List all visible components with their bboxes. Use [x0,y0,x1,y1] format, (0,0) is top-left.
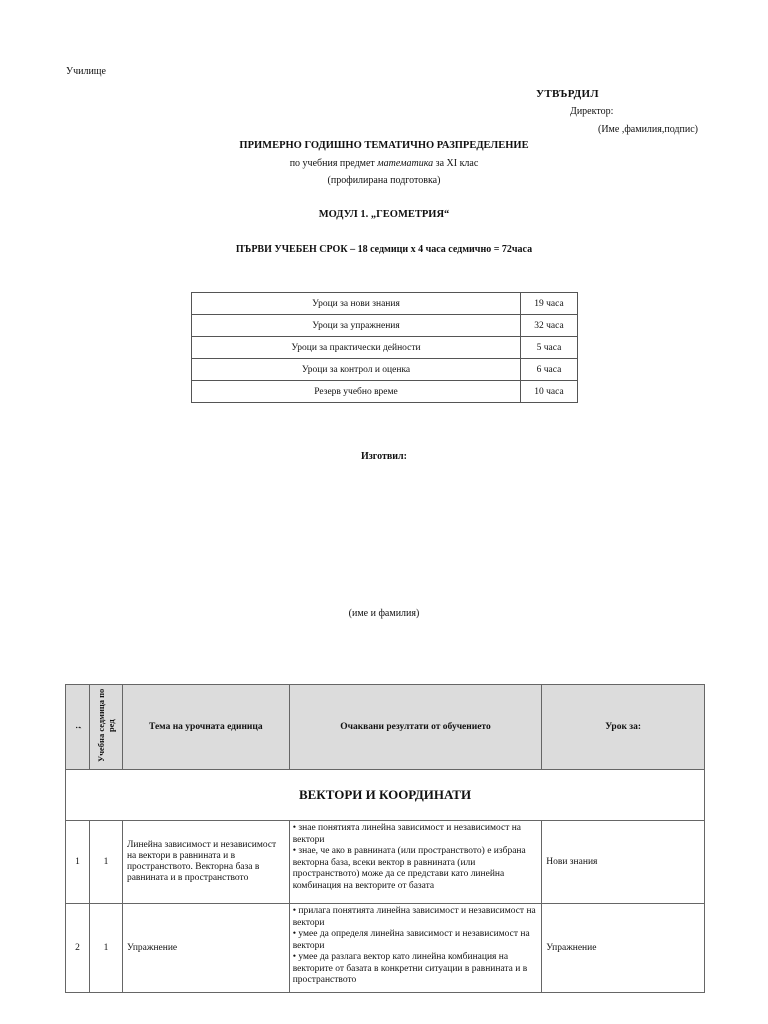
header-seq: ; [66,685,90,770]
subject-prefix: по учебния предмет [289,158,378,169]
thematic-plan-table [65,684,705,993]
row-week: 1 [89,821,122,904]
header-week: Учебна седмица по ред [89,685,122,770]
summary-row [192,293,578,315]
section-title: ВЕКТОРИ И КООРДИНАТИ [66,770,705,821]
director-label: Директор: [570,106,614,117]
name-family-label: (име и фамилия) [348,608,420,619]
summary-label: Уроци за нови знания [192,293,521,315]
signature-label: (Име ,фамилия,подпис) [598,124,698,135]
summary-value: 6 часа [521,359,578,381]
module-title: МОДУЛ 1. „ГЕОМЕТРИЯ“ [318,209,450,220]
term-line: ПЪРВИ УЧЕБЕН СРОК – 18 седмици х 4 часа седмично = 72часа [235,244,533,255]
summary-row [192,337,578,359]
summary-label: Уроци за контрол и оценка [192,359,521,381]
subject-suffix: за XI клас [433,158,479,169]
summary-label: Уроци за упражнения [192,315,521,337]
table-row [66,904,705,993]
row-lesson-type: Нови знания [542,821,705,904]
row-week: 1 [89,904,122,993]
summary-label: Уроци за практически дейности [192,337,521,359]
plan-header-row [66,685,705,770]
subject-name: математика [377,158,434,169]
row-topic: Линейна зависимост и независимост на вектори в равнината и в пространството. Векторна база в равнината и в пространството [122,821,289,904]
summary-value: 10 часа [521,381,578,403]
document-title: ПРИМЕРНО ГОДИШНО ТЕМАТИЧНО РАЗПРЕДЕЛЕНИЕ [239,140,529,151]
approved-label: УТВЪРДИЛ [536,88,599,100]
summary-value: 5 часа [521,337,578,359]
summary-row [192,381,578,403]
row-seq: 1 [66,821,90,904]
row-lesson-type: Упражнение [542,904,705,993]
summary-label: Резерв учебно време [192,381,521,403]
header-topic: Тема на урочната единица [122,685,289,770]
row-topic: Упражнение [122,904,289,993]
subject-line [0,158,768,169]
summary-row [192,315,578,337]
row-outcomes [289,904,542,993]
outcome-item: • умее да определя линейна зависимост и независимост на вектори [292,929,530,951]
section-row [66,770,705,821]
preparation-line: (профилирана подготовка) [327,175,441,186]
row-outcomes [289,821,542,904]
outcome-item: • прилага понятията линейна зависимост и независимост на вектори [292,906,536,928]
summary-value: 32 часа [521,315,578,337]
header-outcomes: Очаквани резултати от обучението [289,685,542,770]
summary-value: 19 часа [521,293,578,315]
summary-row [192,359,578,381]
table-row [66,821,705,904]
school-label: Училище [66,66,106,77]
outcome-item: • умее да разлага вектор като линейна комбинация на векторите от базата в конкретни ситуации в равнината и в пространството [292,952,528,985]
outcome-item: • знае, че ако в равнината (или пространството) е избрана векторна база, всеки вектор в равнината (или пространството) може да се представи като линейна комбинация на векторите от базата [292,846,526,891]
prepared-by-label: Изготвил: [361,451,407,462]
header-lesson: Урок за: [542,685,705,770]
outcome-item: • знае понятията линейна зависимост и независимост на вектори [292,823,522,845]
hours-summary-table [191,292,578,403]
row-seq: 2 [66,904,90,993]
